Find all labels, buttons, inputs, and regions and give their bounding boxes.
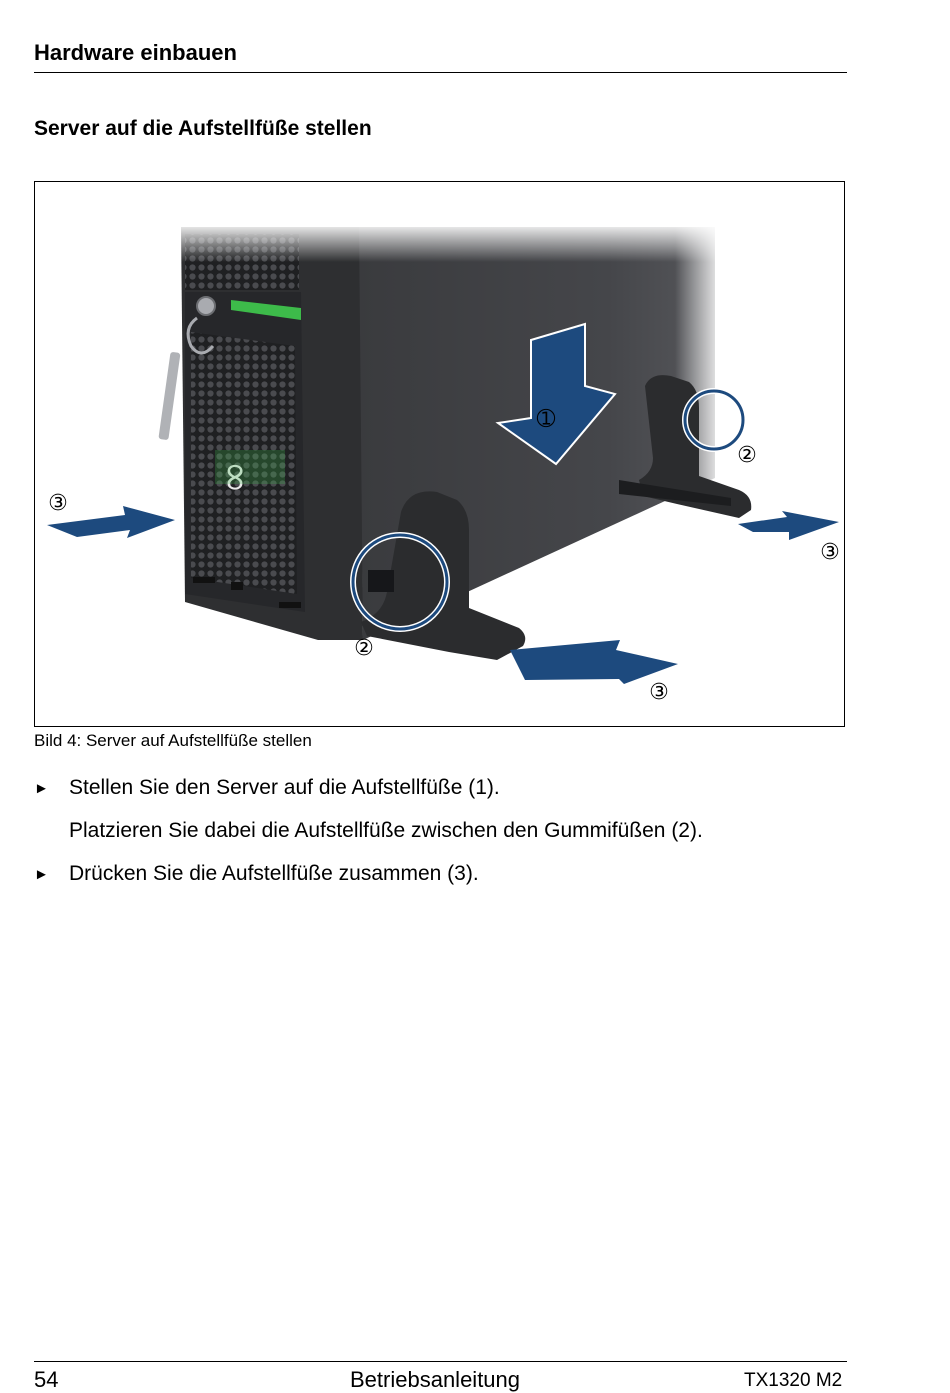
callout-3-right: ③ <box>820 540 840 565</box>
push-arrow-bottom <box>510 640 678 684</box>
callout-2-right: ② <box>737 443 757 468</box>
front-bottom-slot <box>279 602 301 608</box>
callout-2-left: ② <box>354 636 374 661</box>
bullet-arrow-icon: ► <box>34 866 49 883</box>
page-number: 54 <box>34 1367 59 1392</box>
callout-3-bottom: ③ <box>649 680 669 705</box>
footer-divider <box>34 1361 847 1362</box>
callout-1: ➀ <box>536 407 556 432</box>
step-text: Drücken Sie die Aufstellfüße zusammen (3). <box>69 862 479 885</box>
rubber-foot <box>368 570 394 592</box>
figure-server-on-feet <box>34 181 845 727</box>
brand-logo-icon: ∞ <box>211 460 257 494</box>
footer-doc-type: Betriebsanleitung <box>350 1367 521 1392</box>
server-illustration <box>35 182 845 727</box>
callout-3-left: ③ <box>48 491 68 516</box>
section-title: Server auf die Aufstellfüße stellen <box>34 117 372 140</box>
step-text: Stellen Sie den Server auf die Aufstellfüße (1). <box>69 776 500 799</box>
header-divider <box>34 72 847 73</box>
top-fade <box>175 222 735 262</box>
status-lights <box>215 450 285 484</box>
footer-model: TX1320 M2 <box>744 1370 843 1391</box>
front-bottom-slot <box>231 582 243 590</box>
lock-icon <box>197 297 215 315</box>
push-arrow-right <box>738 511 839 540</box>
front-bottom-slot <box>193 577 215 583</box>
key-icon <box>158 352 180 441</box>
instruction-note: Platzieren Sie dabei die Aufstellfüße zwischen den Gummifüßen (2). <box>69 819 703 842</box>
bullet-arrow-icon: ► <box>34 780 49 797</box>
figure-caption: Bild 4: Server auf Aufstellfüße stellen <box>34 731 312 750</box>
page-header-title: Hardware einbauen <box>34 40 237 65</box>
